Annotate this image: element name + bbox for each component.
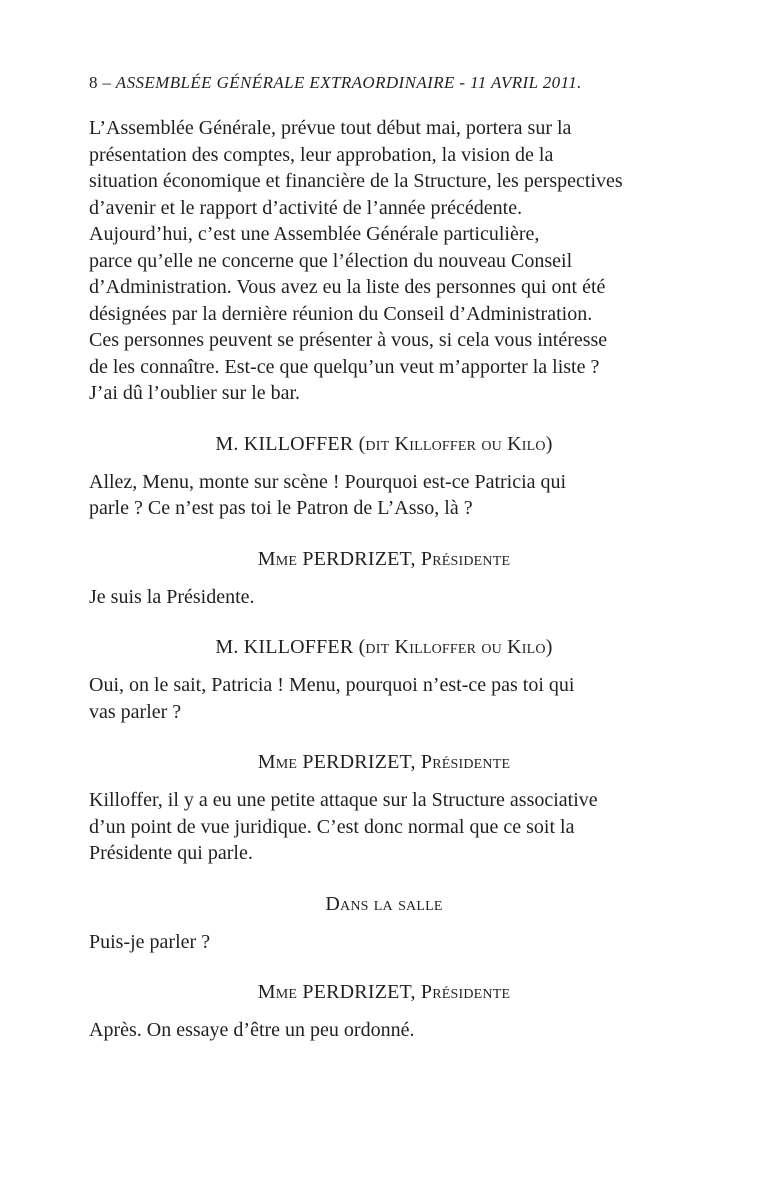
text-line: vas parler ? bbox=[89, 700, 182, 723]
speech-paragraph bbox=[89, 469, 679, 522]
speech-paragraph bbox=[89, 1017, 679, 1044]
text-line: Ces personnes peuvent se présenter à vous, si cela vous intéresse bbox=[89, 329, 608, 351]
speaker-heading bbox=[89, 431, 679, 457]
text-line: de les connaître. Est-ce que quelqu’un veut m’apporter la liste ? bbox=[89, 355, 600, 378]
speaker-name: PERDRIZET, bbox=[297, 981, 421, 1003]
speaker-heading bbox=[89, 749, 679, 775]
speaker-role: (dit Killoffer ou Kilo) bbox=[353, 432, 553, 455]
speaker-heading bbox=[89, 891, 679, 917]
text-line: Présidente qui parle. bbox=[89, 842, 253, 864]
speaker-title: Mme bbox=[257, 981, 298, 1003]
speaker-role: (dit Killoffer ou Kilo) bbox=[353, 636, 553, 658]
speech-paragraph bbox=[89, 787, 679, 867]
intro-paragraph bbox=[89, 115, 679, 407]
text-line: désignées par la dernière réunion du Conseil d’Administration. bbox=[89, 302, 593, 325]
running-title: – ASSEMBLÉE GÉNÉRALE EXTRAORDINAIRE - 11 AVRIL 2011. bbox=[97, 73, 582, 92]
text-line: d’Administration. Vous avez eu la liste des personnes qui ont été bbox=[89, 276, 606, 298]
speaker-name: M. KILLOFFER bbox=[215, 636, 354, 658]
text-line: Oui, on le sait, Patricia ! Menu, pourquoi n’est-ce pas toi qui bbox=[89, 674, 575, 696]
text-line: présentation des comptes, leur approbation, la vision de la bbox=[89, 143, 554, 166]
text-line: Killoffer, il y a eu une petite attaque sur la Structure associative bbox=[89, 789, 598, 811]
text-line: situation économique et financière de la Structure, les perspectives bbox=[89, 170, 623, 192]
page-content bbox=[89, 115, 679, 1044]
speech-paragraph bbox=[89, 672, 679, 725]
speaker-heading bbox=[89, 979, 679, 1005]
text-line: d’avenir et le rapport d’activité de l’année précédente. bbox=[89, 196, 523, 219]
speaker-role: Présidente bbox=[420, 547, 511, 570]
text-line: L’Assemblée Générale, prévue tout début mai, portera sur la bbox=[89, 117, 572, 139]
text-line: Puis-je parler ? bbox=[89, 930, 211, 953]
text-line: parce qu’elle ne concerne que l’élection du nouveau Conseil bbox=[89, 249, 573, 272]
speech-paragraph bbox=[89, 929, 679, 956]
text-line: Allez, Menu, monte sur scène ! Pourquoi est-ce Patricia qui bbox=[89, 470, 567, 493]
speaker-name: M. KILLOFFER bbox=[215, 432, 354, 455]
text-line: J’ai dû l’oublier sur le bar. bbox=[89, 382, 301, 404]
speaker-heading bbox=[89, 546, 679, 572]
speaker-heading bbox=[89, 634, 679, 660]
page-number: 8 bbox=[89, 73, 98, 92]
running-header bbox=[89, 73, 582, 93]
text-line: parle ? Ce n’est pas toi le Patron de L’Asso, là ? bbox=[89, 497, 473, 519]
text-line: Aujourd’hui, c’est une Assemblée Générale particulière, bbox=[89, 223, 540, 245]
speaker-role: Présidente bbox=[420, 981, 511, 1003]
speaker-title: Dans la salle bbox=[325, 892, 443, 915]
speaker-title: Mme bbox=[257, 751, 298, 773]
speaker-name: PERDRIZET, bbox=[297, 547, 421, 570]
speech-paragraph bbox=[89, 584, 679, 611]
speaker-name: PERDRIZET, bbox=[297, 751, 421, 773]
text-line: Après. On essaye d’être un peu ordonné. bbox=[89, 1019, 415, 1041]
text-line: d’un point de vue juridique. C’est donc normal que ce soit la bbox=[89, 815, 575, 838]
speaker-title: Mme bbox=[257, 547, 298, 570]
text-line: Je suis la Présidente. bbox=[89, 585, 255, 608]
speaker-role: Présidente bbox=[420, 751, 511, 773]
